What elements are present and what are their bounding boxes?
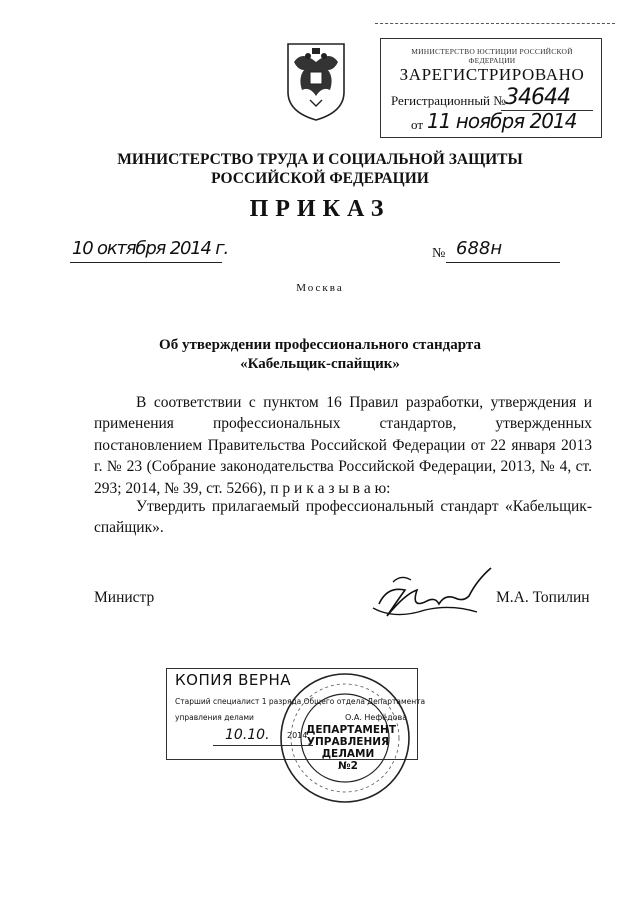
- copy-stamp-position: Старший специалист 1 разряда Общего отдела Департамента: [175, 697, 426, 706]
- registration-number-label: Регистрационный №: [391, 93, 506, 108]
- registration-number: 34644: [505, 85, 570, 110]
- signature-icon: [365, 560, 505, 630]
- document-type: ПРИКАЗ: [249, 196, 391, 222]
- order-date: 10 октября 2014 г.: [72, 238, 229, 259]
- body-paragraph-2: Утвердить прилагаемый профессиональный стандарт «Кабельщик-спайщик».: [94, 498, 592, 537]
- city: Москва: [296, 282, 344, 294]
- copy-stamp-date: 10.10.: [225, 727, 270, 743]
- seal-text: ДЕПАРТАМЕНТ УПРАВЛЕНИЯ ДЕЛАМИ №2: [306, 724, 396, 772]
- ministry-title: МИНИСТЕРСТВО ТРУДА И СОЦИАЛЬНОЙ ЗАЩИТЫ РОССИЙСКОЙ ФЕДЕРАЦИИ: [117, 151, 523, 187]
- body-paragraph-1: В соответствии с пунктом 16 Правил разработки, утверждения и применения профессиональных стандартов, утвержденных постановлением Правительства Российской Федерации от 22 января 2013 г. № 23 (Собрание законодательства Российской Федерации, 2013, № 4, ст. 293; 2014, № 39, ст. 5266), п р и к а з ы в а ю:: [94, 394, 592, 497]
- registration-ministry: МИНИСТЕРСТВО ЮСТИЦИИ РОССИЙСКОЙ ФЕДЕРАЦИИ: [411, 47, 573, 65]
- signer-role: Министр: [94, 589, 155, 606]
- registration-status: ЗАРЕГИСТРИРОВАНО: [399, 65, 585, 84]
- order-number-label: №: [432, 246, 446, 261]
- coat-of-arms-icon: [284, 40, 348, 122]
- order-number: 688н: [456, 238, 503, 259]
- copy-stamp-title: КОПИЯ ВЕРНА: [175, 671, 292, 689]
- registration-date: 11 ноября 2014: [427, 109, 577, 133]
- signer-name: М.А. Топилин: [496, 589, 590, 606]
- copy-stamp-year: 2014: [287, 731, 308, 740]
- registration-date-label: от: [411, 117, 424, 132]
- order-subject: Об утверждении профессионального стандарта «Кабельщик-спайщик»: [159, 337, 481, 372]
- registration-stamp: [380, 38, 602, 138]
- copy-stamp-name: О.А. Нефёдова: [345, 713, 408, 722]
- copy-stamp-department: управления делами: [175, 713, 254, 722]
